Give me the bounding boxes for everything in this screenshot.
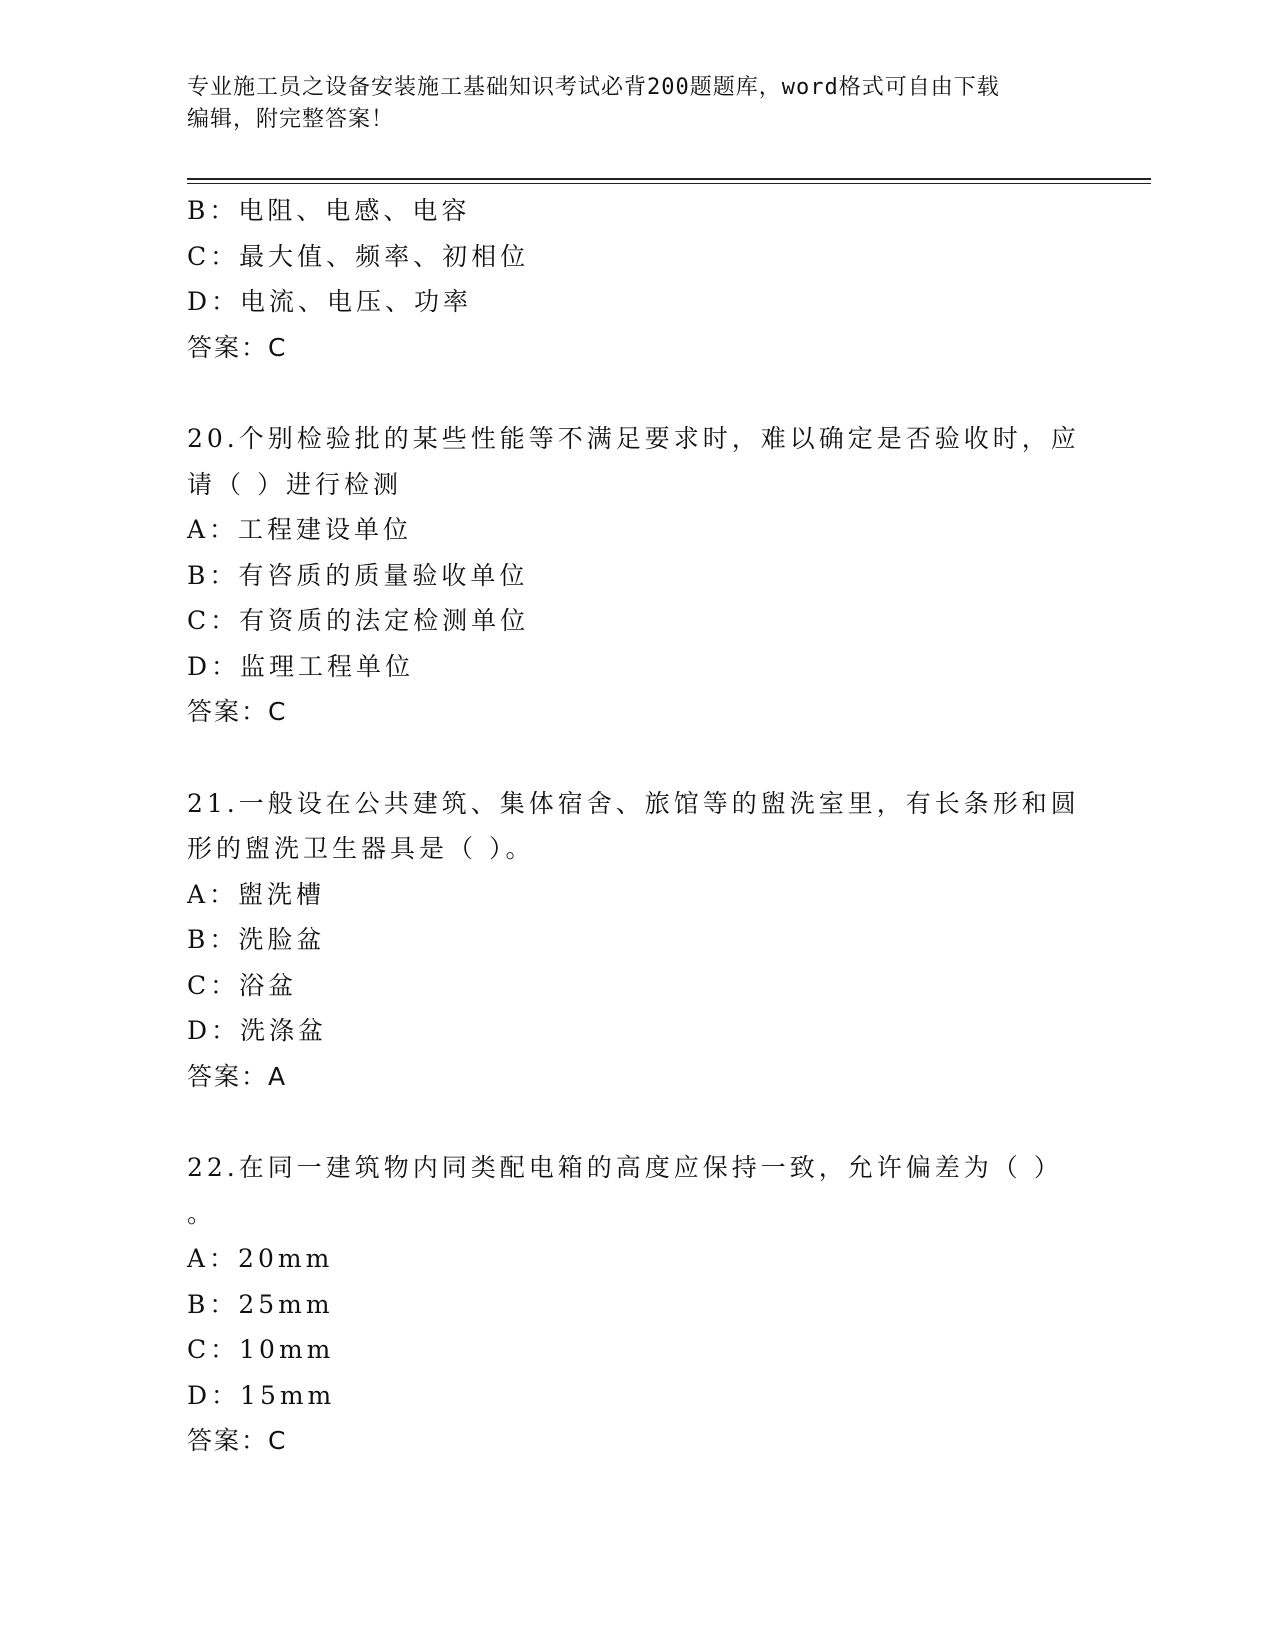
option-a: A：工程建设单位 (187, 515, 413, 544)
option-b: B：有咨质的质量验收单位 (187, 560, 529, 590)
header-title-line-1: 专业施工员之设备安装施工基础知识考试必背200题题库，word格式可自由下载 (187, 75, 1000, 100)
question-spacer (187, 735, 1087, 781)
answer-line: 答案：C (187, 332, 288, 362)
question-stem-line-2: 形的盥洗卫生器具是（ ）。 (187, 834, 535, 863)
option-d: D：15mm (187, 1380, 336, 1410)
answer-line: 答案：A (187, 1061, 288, 1091)
option-d: D：监理工程单位 (187, 651, 415, 681)
option-c: C：浴盆 (187, 970, 298, 1000)
option-c: C：有资质的法定检测单位 (187, 606, 530, 635)
answer-line: 答案：C (187, 1426, 288, 1455)
document-header (187, 72, 1087, 136)
question-spacer (187, 370, 1087, 416)
answer-line: 答案：C (187, 697, 288, 726)
option-d: D：洗涤盆 (187, 1016, 328, 1045)
option-b: B：电阻、电感、电容 (187, 196, 471, 225)
question-stem-line-2: 。 (187, 1198, 217, 1228)
option-a: A：盥洗槽 (187, 879, 326, 909)
question-stem-line-2: 请（ ）进行检测 (187, 469, 402, 499)
question-content (187, 188, 1087, 1464)
option-c: C：最大值、频率、初相位 (187, 241, 530, 271)
question-stem-line-1: 21.一般设在公共建筑、集体宿舍、旅馆等的盥洗室里，有长条形和圆 (187, 788, 1080, 818)
question-block-22 (187, 1145, 1087, 1464)
option-d: D：电流、电压、功率 (187, 287, 473, 316)
option-b: B：25mm (187, 1289, 334, 1319)
question-stem-line-1: 22.在同一建筑物内同类配电箱的高度应保持一致，允许偏差为（ ） (187, 1153, 1063, 1182)
option-b: B：洗脸盆 (187, 925, 326, 954)
header-divider-thick (187, 178, 1151, 180)
header-divider-thin (187, 183, 1151, 184)
question-block-21 (187, 781, 1087, 1100)
header-title-line-2: 编辑，附完整答案！ (187, 107, 395, 132)
question-stem-line-1: 20.个别检验批的某些性能等不满足要求时，难以确定是否验收时，应 (187, 424, 1080, 453)
question-block-20 (187, 416, 1087, 735)
option-c: C：10mm (187, 1335, 335, 1364)
question-block-19-continued (187, 188, 1087, 370)
question-spacer (187, 1099, 1087, 1145)
option-a: A：20mm (187, 1244, 334, 1273)
